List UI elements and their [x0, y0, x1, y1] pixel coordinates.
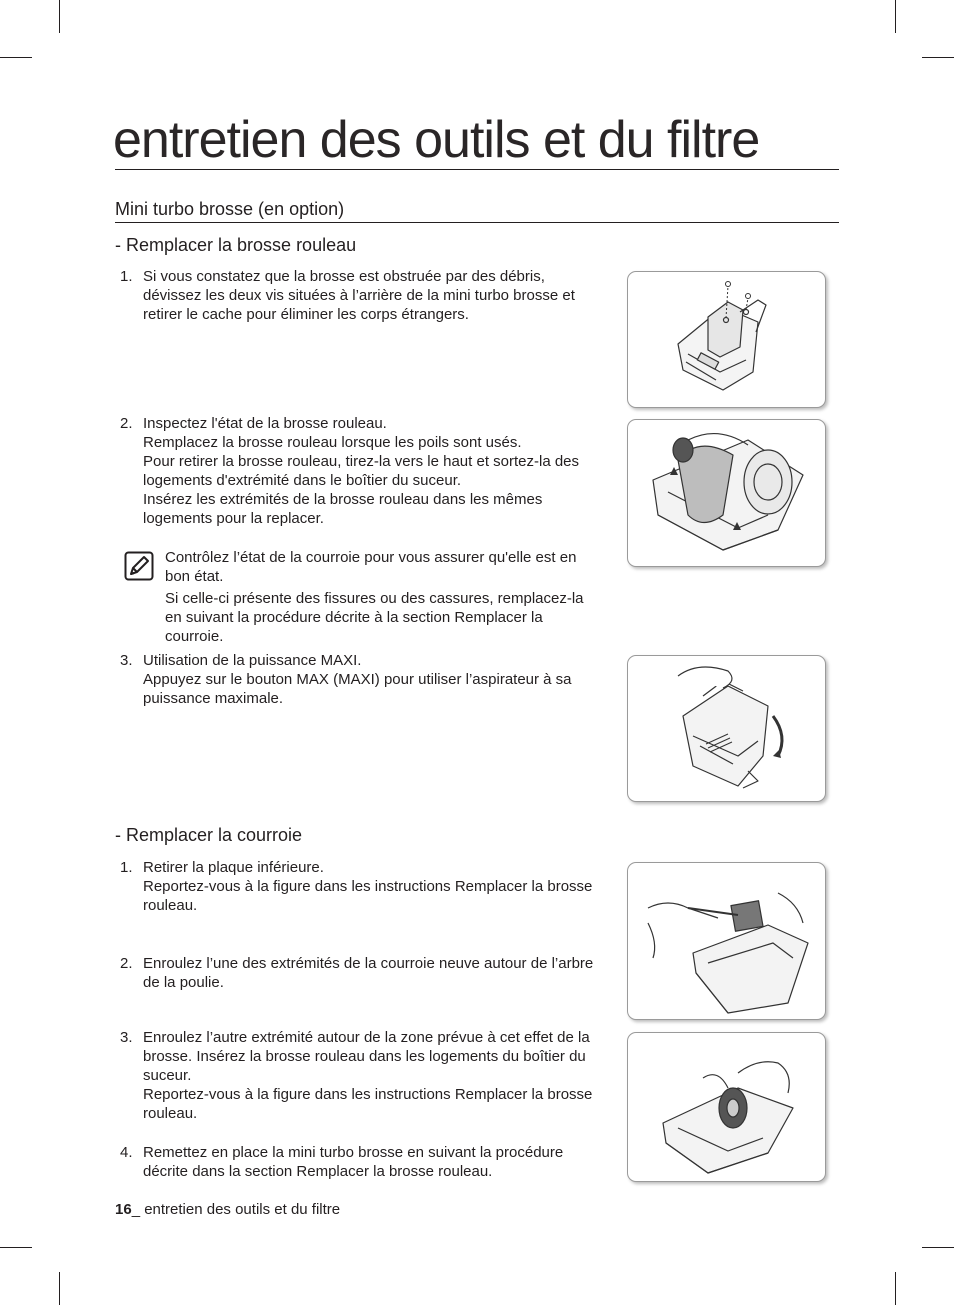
step-text: Enroulez l’autre extrémité autour de la zone prévue à cet effet de la brosse. Insérez la brosse rouleau dans les logements du boîtier du suceur.	[143, 1029, 590, 1084]
step-number: 1.	[120, 859, 133, 876]
step-text: Remettez en place la mini turbo brosse en suivant la procédure décrite dans la section Remplacer la brosse rouleau.	[143, 1144, 564, 1180]
footer	[115, 1200, 340, 1219]
crop-mark	[59, 0, 60, 33]
belt-step-3	[115, 1028, 605, 1123]
step-text: Remplacez la brosse rouleau lorsque les poils sont usés.	[143, 434, 522, 451]
step-text: Retirer la plaque inférieure.	[143, 859, 324, 876]
note-text: Contrôlez l’état de la courroie pour vous assurer qu'elle est en bon état.	[165, 549, 577, 585]
crop-mark	[59, 1272, 60, 1305]
step-number: 3.	[120, 652, 133, 669]
page-number: 16	[115, 1201, 132, 1218]
footer-text: _ entretien des outils et du filtre	[131, 1201, 341, 1218]
step-number: 4.	[120, 1144, 133, 1161]
crop-mark	[922, 57, 954, 58]
section-rule	[115, 222, 839, 223]
step-text: Utilisation de la puissance MAXI.	[143, 652, 362, 669]
roller-step-1	[115, 267, 605, 324]
crop-mark	[0, 57, 32, 58]
step-number: 3.	[120, 1029, 133, 1046]
subheading-roller: - Remplacer la brosse rouleau	[115, 235, 357, 255]
belt-installation-illustration	[627, 1032, 826, 1182]
step-text: Insérez les extrémités de la brosse rouleau dans les mêmes logements pour la replacer.	[143, 491, 543, 527]
page-title: entretien des outils et du filtre	[113, 111, 760, 169]
step-text: Enroulez l’une des extrémités de la courroie neuve autour de l’arbre de la poulie.	[143, 955, 594, 991]
section-heading: Mini turbo brosse (en option)	[115, 199, 345, 219]
crop-mark	[922, 1247, 954, 1248]
belt-step-4	[115, 1143, 605, 1181]
subheading-belt: - Remplacer la courroie	[115, 825, 303, 845]
step-text: Reportez-vous à la figure dans les instructions Remplacer la brosse rouleau.	[143, 878, 593, 914]
belt-step-2	[115, 954, 605, 992]
step-text: Pour retirer la brosse rouleau, tirez-la vers le haut et sortez-la des logements d'extrémité dans le boîtier du suceur.	[143, 453, 580, 489]
crop-mark	[0, 1247, 32, 1248]
note-box	[124, 548, 604, 649]
step-text: Appuyez sur le bouton MAX (MAXI) pour utiliser l’aspirateur à sa puissance maximale.	[143, 671, 572, 707]
turbo-brush-screws-illustration	[627, 271, 826, 408]
step-text: Inspectez l'état de la brosse rouleau.	[143, 415, 387, 432]
bottom-plate-removal-illustration	[627, 862, 826, 1020]
step-number: 2.	[120, 955, 133, 972]
crop-mark	[895, 0, 896, 33]
belt-step-1	[115, 858, 605, 915]
step-text: Si vous constatez que la brosse est obstruée par des débris, dévissez les deux vis situées à l’arrière de la mini turbo brosse et retirer le cache pour éliminer les corps étrangers.	[143, 268, 575, 323]
max-power-illustration	[627, 655, 826, 802]
step-number: 1.	[120, 268, 133, 285]
roller-step-3	[115, 651, 605, 708]
step-number: 2.	[120, 415, 133, 432]
note-pencil-icon	[124, 551, 154, 581]
note-text: Si celle-ci présente des fissures ou des cassures, remplacez-la en suivant la procédure décrite à la section Remplacer la courroie.	[165, 590, 584, 645]
step-text: Reportez-vous à la figure dans les instructions Remplacer la brosse rouleau.	[143, 1086, 593, 1122]
crop-mark	[895, 1272, 896, 1305]
roller-step-2	[115, 414, 605, 528]
roller-brush-removal-illustration	[627, 419, 826, 567]
title-rule	[115, 169, 839, 170]
